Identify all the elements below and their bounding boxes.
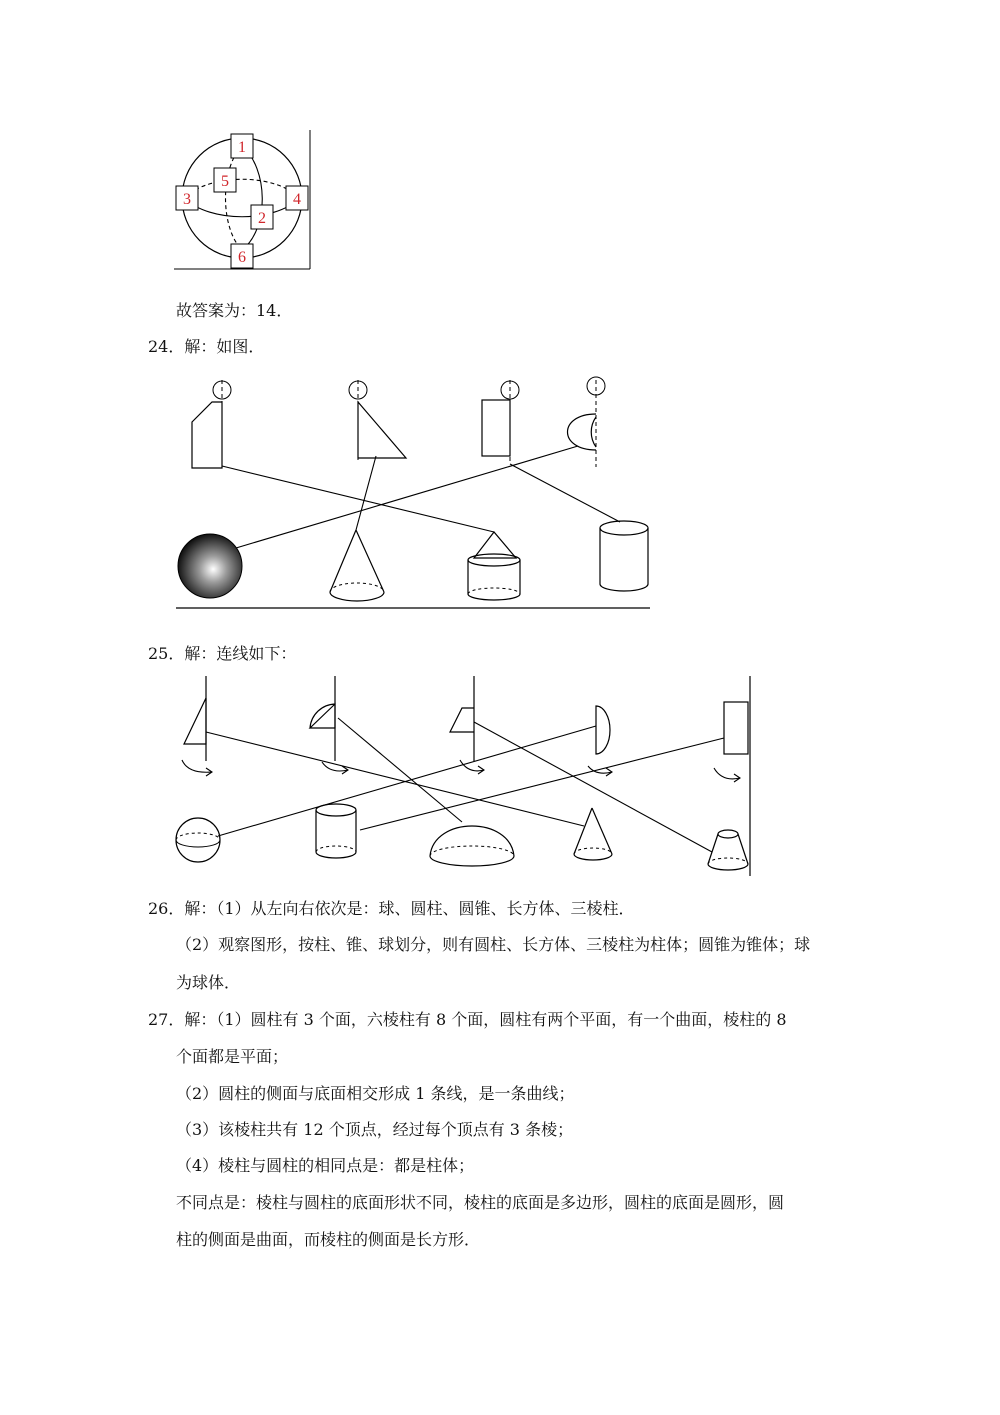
q25-matching-figure <box>172 676 752 881</box>
q24-plane-semicircle <box>568 377 606 467</box>
q24-connecting-lines <box>222 446 620 548</box>
q27-line-3: （2）圆柱的侧面与底面相交形成 1 条线，是一条曲线； <box>176 1084 575 1103</box>
q27-line-1: 27．解：（1）圆柱有 3 个面，六棱柱有 8 个面，圆柱有两个平面，有一个曲面，棱柱的 8 <box>148 1010 787 1029</box>
q25-rotation-arrows <box>182 760 740 782</box>
q25-solid-hemisphere <box>430 826 514 866</box>
q27-line-2: 个面都是平面； <box>176 1047 289 1066</box>
q26-line-3: 为球体． <box>176 973 241 992</box>
q25-heading: 25．解：连线如下： <box>148 644 297 663</box>
face-label-1: 1 <box>238 139 246 156</box>
q24-plane-triangle <box>349 380 406 460</box>
q24-plane-rectangle <box>482 380 519 464</box>
face-label-3: 3 <box>183 191 191 208</box>
q25-plane-triangle <box>184 698 206 744</box>
q24-plane-trapezoid <box>192 380 231 468</box>
q24-solid-sphere <box>178 534 242 598</box>
q25-plane-semicircle <box>596 706 610 754</box>
q26-line-1: 26．解：（1）从左向右依次是：球、圆柱、圆锥、长方体、三棱柱． <box>148 899 635 918</box>
face-label-4: 4 <box>293 191 301 208</box>
q24-heading: 24．解：如图． <box>148 337 265 356</box>
q25-solid-sphere <box>176 818 220 862</box>
q25-plane-rectangle <box>724 702 748 754</box>
q27-line-6: 不同点是：棱柱与圆柱的底面形状不同，棱柱的底面是多边形，圆柱的底面是圆形，圆 <box>176 1193 785 1212</box>
q23-sphere-figure <box>170 128 320 273</box>
q24-solid-cone-on-cylinder <box>468 532 520 600</box>
face-label-2: 2 <box>258 210 266 227</box>
q26-line-2: （2）观察图形，按柱、锥、球划分，则有圆柱、长方体、三棱柱为柱体；圆锥为锥体；球 <box>176 935 811 954</box>
face-label-5: 5 <box>221 173 229 190</box>
q25-solid-frustum <box>708 830 748 870</box>
q24-solid-cylinder <box>600 521 648 591</box>
q25-plane-quarter-circle <box>310 704 335 728</box>
q25-solid-cylinder <box>316 804 356 858</box>
q27-line-7: 柱的侧面是曲面，而棱柱的侧面是长方形． <box>176 1230 481 1249</box>
q23-answer: 故答案为：14． <box>176 301 293 320</box>
q25-plane-trapezoid <box>450 708 474 732</box>
q27-line-4: （3）该棱柱共有 12 个顶点，经过每个顶点有 3 条棱； <box>176 1120 574 1139</box>
q24-matching-figure <box>172 372 652 612</box>
q24-solid-cone <box>330 530 384 601</box>
face-label-6: 6 <box>238 249 246 266</box>
q27-line-5: （4）棱柱与圆柱的相同点是：都是柱体； <box>176 1156 475 1175</box>
q25-solid-cone <box>574 808 612 860</box>
q25-connecting-lines <box>206 718 724 852</box>
